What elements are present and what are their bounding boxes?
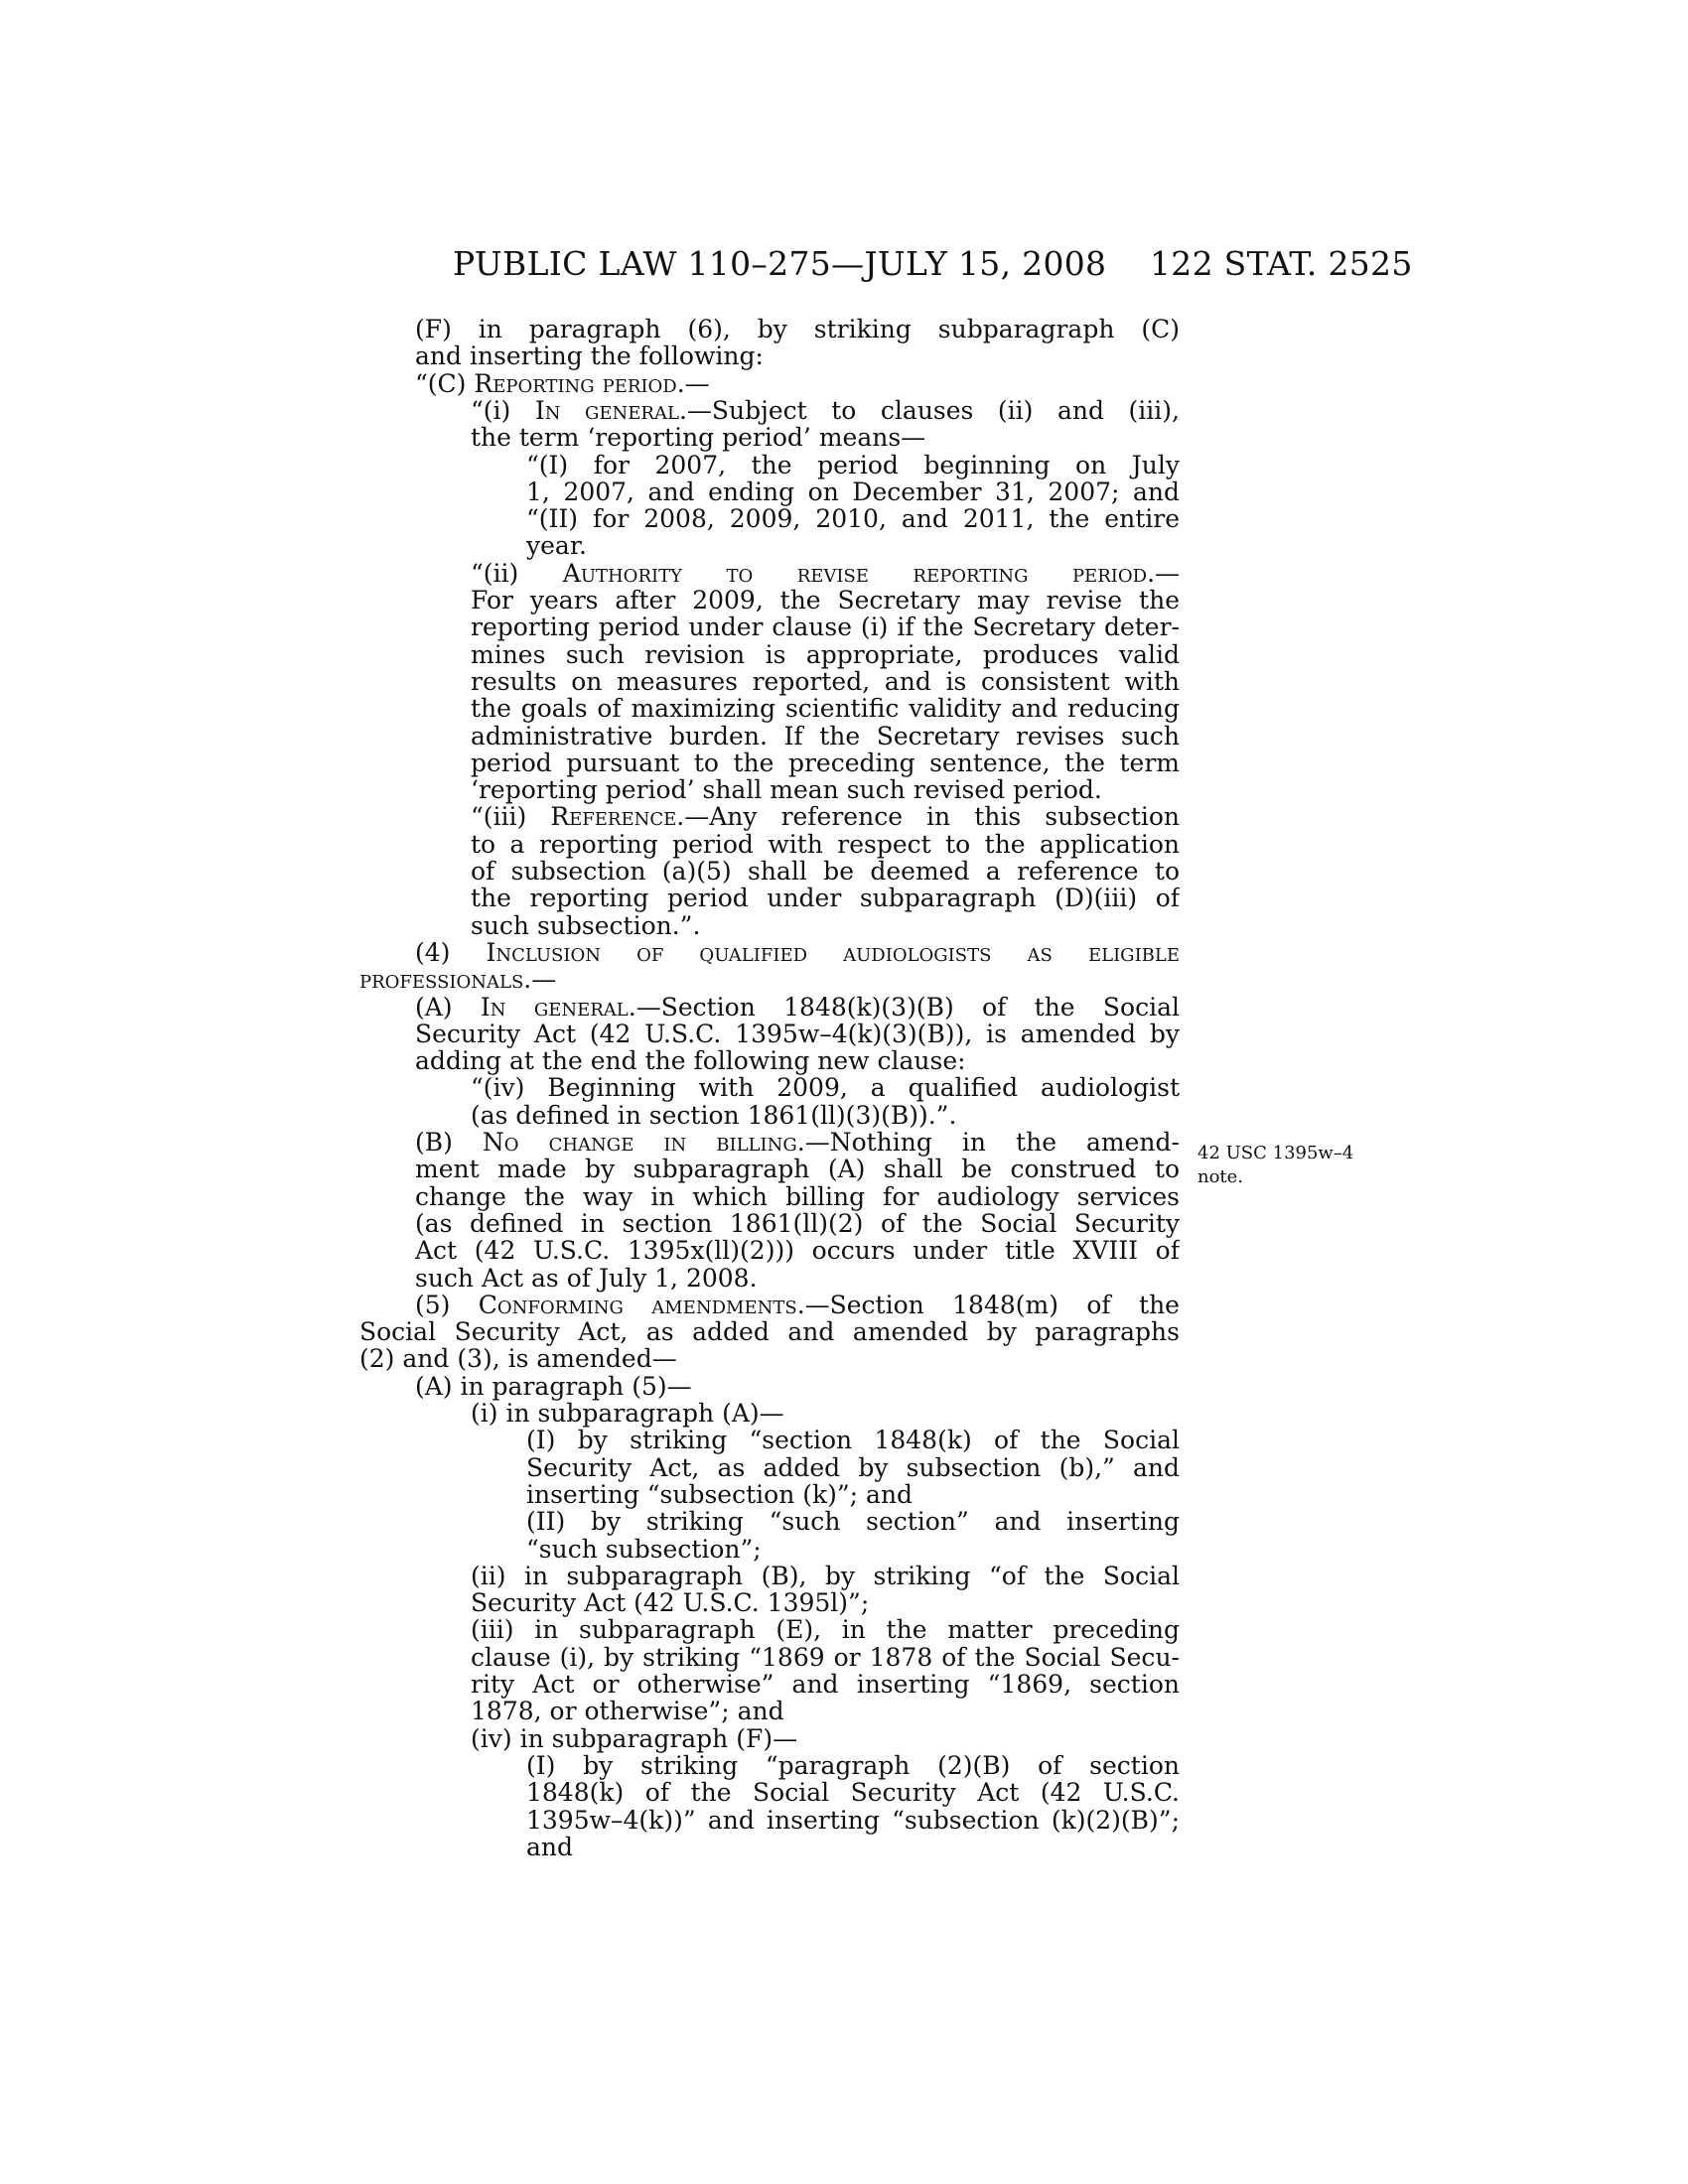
line-text: Security Act, as added by subsection (b),” and bbox=[526, 1453, 1180, 1482]
text-line bbox=[526, 452, 1180, 479]
line-text: period pursuant to the preceding sentence, the term bbox=[471, 749, 1180, 777]
text-line bbox=[526, 1454, 1180, 1482]
text-line bbox=[471, 1400, 1180, 1428]
text-line bbox=[415, 1183, 1180, 1211]
line-text: adding at the end the following new clause: bbox=[415, 1047, 966, 1076]
line-text: .—Subject to clauses (ii) and (iii), bbox=[678, 396, 1180, 425]
text-line bbox=[415, 994, 1180, 1022]
line-text: (A) I bbox=[415, 993, 491, 1022]
margin-note-line-2: note. bbox=[1197, 1166, 1244, 1187]
line-text: rity Act or otherwise” and inserting “1869, section bbox=[471, 1671, 1180, 1699]
line-text: (I) by striking “paragraph (2)(B) of section bbox=[526, 1751, 1180, 1780]
text-line bbox=[471, 1102, 1180, 1130]
line-text: results on measures reported, and is consistent with bbox=[471, 667, 1180, 696]
text-line bbox=[471, 614, 1180, 641]
line-text: “(II) for 2008, 2009, 2010, and 2011, the entire bbox=[526, 505, 1180, 534]
text-line bbox=[415, 1021, 1180, 1048]
line-text: “(i) I bbox=[471, 396, 545, 425]
text-line bbox=[471, 587, 1180, 614]
text-line bbox=[471, 1725, 1180, 1753]
line-text: .—Nothing in the amend- bbox=[796, 1129, 1180, 1157]
line-text: “(C) R bbox=[415, 369, 493, 398]
page-header-stat: 122 STAT. 2525 bbox=[1150, 244, 1413, 283]
line-text: (as defined in section 1861(ll)(2) of the Social Security bbox=[415, 1209, 1180, 1238]
text-line bbox=[526, 1508, 1180, 1536]
line-text: and inserting the following: bbox=[415, 342, 764, 371]
line-text: (F) in paragraph (6), by striking subparagraph (C) bbox=[415, 316, 1180, 343]
text-line bbox=[471, 695, 1180, 723]
line-text: reporting period under clause (i) if the Secretary deter- bbox=[471, 614, 1180, 642]
line-text: (2) and (3), is amended— bbox=[359, 1345, 677, 1374]
line-text: administrative burden. If the Secretary revises such bbox=[471, 722, 1180, 751]
line-text: (iii) in subparagraph (E), in the matter preceding bbox=[471, 1616, 1180, 1645]
text-line bbox=[526, 532, 1180, 560]
text-line bbox=[415, 1156, 1180, 1183]
line-text: “(iii) R bbox=[471, 803, 570, 832]
text-line bbox=[415, 1265, 1180, 1293]
text-line bbox=[415, 1210, 1180, 1238]
text-line bbox=[471, 831, 1180, 859]
line-text: Social Security Act, as added and amended by paragraphs bbox=[359, 1318, 1180, 1347]
line-text: and bbox=[526, 1833, 574, 1861]
text-line bbox=[526, 1807, 1180, 1835]
line-text: such subsection.”. bbox=[471, 911, 701, 940]
text-line bbox=[415, 342, 1180, 370]
page-header-title: PUBLIC LAW 110–275—JULY 15, 2008 bbox=[453, 244, 1107, 283]
line-text: “such subsection”; bbox=[526, 1535, 762, 1564]
line-text: Security Act (42 U.S.C. 1395l)”; bbox=[471, 1589, 870, 1618]
text-line bbox=[526, 1779, 1180, 1807]
line-text: 1, 2007, and ending on December 31, 2007; and bbox=[526, 478, 1180, 506]
text-line bbox=[415, 370, 1180, 398]
text-line bbox=[526, 1752, 1180, 1780]
line-text: 1848(k) of the Social Security Act (42 U.S.C. bbox=[526, 1779, 1180, 1808]
line-text: (II) by striking “such section” and inserting bbox=[526, 1508, 1180, 1537]
line-text: year. bbox=[526, 532, 587, 561]
line-text: “(iv) Beginning with 2009, a qualified audiologist bbox=[471, 1074, 1180, 1103]
line-text: (iv) in subparagraph (F)— bbox=[471, 1724, 798, 1753]
line-text: “(I) for 2007, the period beginning on July bbox=[526, 451, 1180, 479]
text-line bbox=[471, 776, 1180, 804]
line-text: .— bbox=[523, 966, 557, 995]
line-text: to a reporting period with respect to the application bbox=[471, 830, 1180, 859]
text-line bbox=[471, 885, 1180, 912]
line-text: inserting “subsection (k)”; and bbox=[526, 1480, 914, 1509]
small-caps-heading-text: n general bbox=[544, 396, 679, 425]
text-line bbox=[471, 803, 1180, 831]
line-text: ‘reporting period’ shall mean such revised period. bbox=[471, 776, 1102, 805]
line-text: (4) I bbox=[415, 938, 496, 967]
line-text: ment made by subparagraph (A) shall be construed to bbox=[415, 1156, 1180, 1184]
line-text: clause (i), by striking “1869 or 1878 of the Social Secu- bbox=[471, 1643, 1180, 1672]
text-line bbox=[471, 1698, 1180, 1725]
line-text: (A) in paragraph (5)— bbox=[415, 1372, 692, 1401]
line-text: .—Section 1848(m) of the bbox=[796, 1291, 1180, 1319]
small-caps-heading-text: nclusion of qualified audiologists as eligible bbox=[495, 938, 1180, 967]
small-caps-heading-text: eference bbox=[569, 803, 677, 832]
text-line bbox=[471, 641, 1180, 669]
small-caps-heading-text: n general bbox=[490, 993, 629, 1022]
text-line bbox=[526, 1427, 1180, 1454]
text-line bbox=[471, 750, 1180, 777]
small-caps-heading-text: o change in billing bbox=[503, 1129, 797, 1157]
line-text: of subsection (a)(5) shall be deemed a reference to bbox=[471, 858, 1180, 886]
line-text: such Act as of July 1, 2008. bbox=[415, 1264, 758, 1293]
line-text: Act (42 U.S.C. 1395x(ll)(2))) occurs under title XVIII of bbox=[415, 1237, 1180, 1266]
line-text: “(ii) A bbox=[471, 559, 581, 588]
small-caps-heading-text: professionals bbox=[359, 966, 524, 995]
text-line bbox=[526, 505, 1180, 533]
text-line bbox=[471, 1616, 1180, 1644]
text-line bbox=[415, 1047, 1180, 1075]
line-text: change the way in which billing for audiology services bbox=[415, 1182, 1180, 1211]
text-line bbox=[415, 316, 1180, 343]
text-line bbox=[359, 966, 1180, 994]
line-text: the term ‘reporting period’ means— bbox=[471, 424, 926, 453]
line-text: mines such revision is appropriate, produces valid bbox=[471, 640, 1180, 669]
line-text: the reporting period under subparagraph (D)(iii) of bbox=[471, 885, 1180, 913]
line-text: 1878, or otherwise”; and bbox=[471, 1698, 784, 1726]
text-line bbox=[471, 397, 1180, 425]
text-line bbox=[526, 1834, 1180, 1861]
text-line bbox=[471, 1563, 1180, 1590]
small-caps-heading-text: uthority to revise reporting period bbox=[580, 559, 1148, 588]
text-line bbox=[471, 424, 1180, 452]
text-line bbox=[415, 1373, 1180, 1401]
line-text: .— bbox=[676, 369, 710, 398]
line-text: (as defined in section 1861(ll)(3)(B)).”. bbox=[471, 1101, 957, 1130]
line-text: the goals of maximizing scientific validity and reducing bbox=[471, 695, 1180, 724]
text-line bbox=[415, 1129, 1180, 1157]
text-line bbox=[415, 1237, 1180, 1265]
line-text: (I) by striking “section 1848(k) of the Social bbox=[526, 1427, 1180, 1455]
line-text: Security Act (42 U.S.C. 1395w–4(k)(3)(B)), is amended by bbox=[415, 1020, 1180, 1048]
text-line bbox=[471, 1671, 1180, 1699]
text-line bbox=[471, 668, 1180, 696]
text-line bbox=[526, 1481, 1180, 1509]
text-line bbox=[471, 858, 1180, 886]
text-line bbox=[526, 1536, 1180, 1564]
text-line bbox=[359, 1345, 1180, 1373]
line-text: (B) N bbox=[415, 1129, 504, 1157]
text-line bbox=[359, 1318, 1180, 1346]
text-line bbox=[471, 1074, 1180, 1102]
text-line bbox=[415, 1292, 1180, 1319]
line-text: .—Section 1848(k)(3)(B) of the Social bbox=[628, 993, 1180, 1022]
line-text: .— bbox=[1147, 559, 1180, 588]
text-line bbox=[471, 560, 1180, 588]
line-text: (i) in subparagraph (A)— bbox=[471, 1400, 784, 1428]
text-line bbox=[471, 1589, 1180, 1617]
text-line bbox=[526, 478, 1180, 506]
line-text: (5) C bbox=[415, 1291, 497, 1319]
text-line bbox=[471, 723, 1180, 751]
text-line bbox=[415, 939, 1180, 967]
line-text: .—Any reference in this subsection bbox=[676, 803, 1180, 832]
line-text: For years after 2009, the Secretary may revise the bbox=[471, 587, 1180, 614]
small-caps-heading-text: eporting period bbox=[492, 369, 677, 398]
text-line bbox=[471, 912, 1180, 940]
line-text: (ii) in subparagraph (B), by striking “of the Social bbox=[471, 1562, 1180, 1590]
margin-note-line-1: 42 USC 1395w–4 bbox=[1197, 1143, 1354, 1163]
text-line bbox=[471, 1644, 1180, 1672]
line-text: 1395w–4(k))” and inserting “subsection (k)(2)(B)”; bbox=[526, 1806, 1180, 1835]
small-caps-heading-text: onforming amendments bbox=[496, 1291, 797, 1319]
